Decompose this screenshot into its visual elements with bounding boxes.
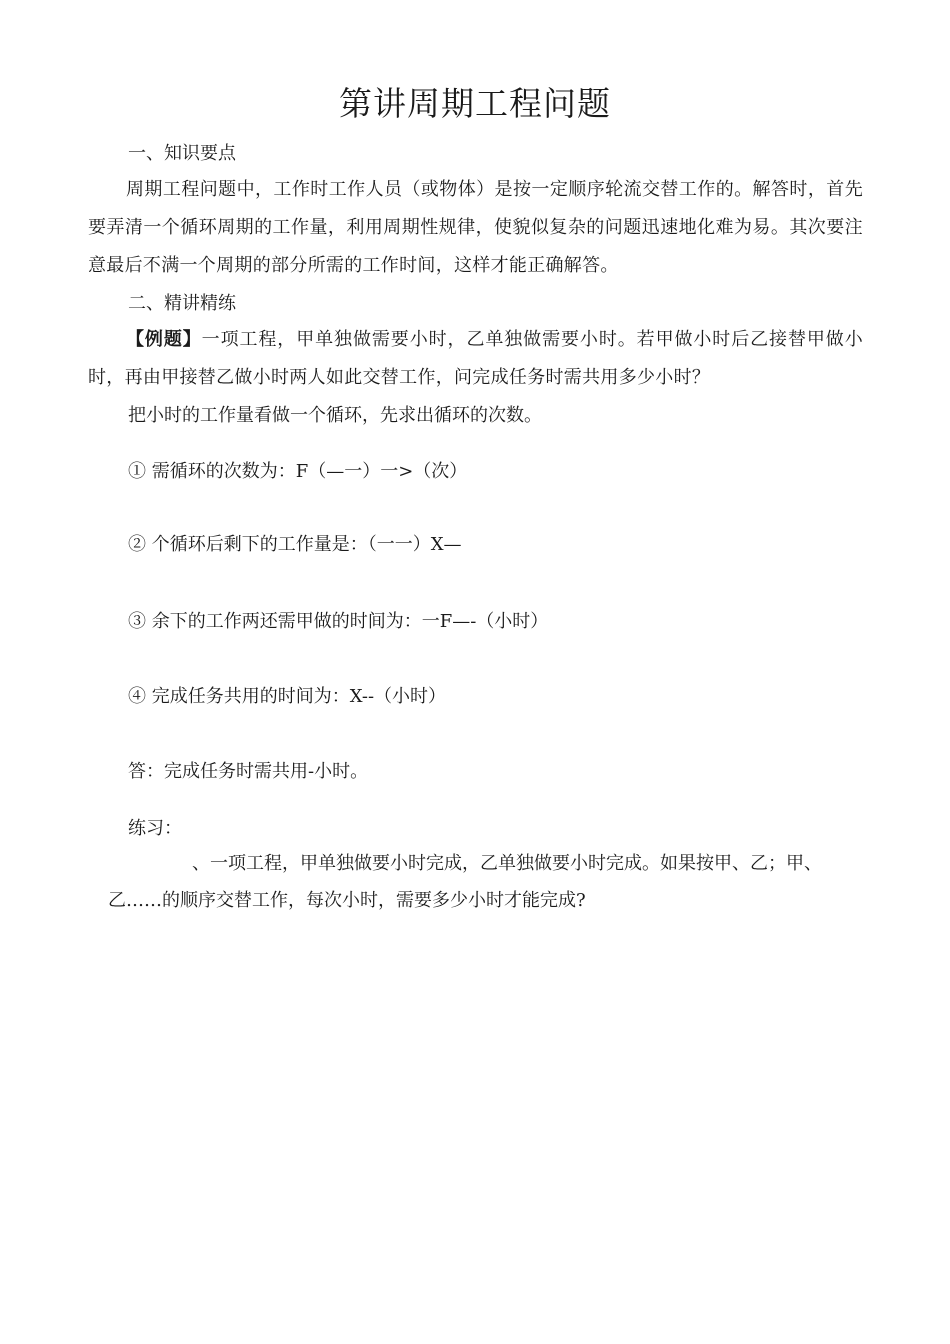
section-heading-practice-intro: 二、精讲精练: [128, 293, 236, 314]
example-hint: 把小时的工作量看做一个循环，先求出循环的次数。: [128, 405, 542, 426]
example-label: 【例题】: [126, 329, 202, 350]
answer-line: 答：完成任务时需共用-小时。: [128, 761, 369, 782]
solution-step-4: ④ 完成任务共用的时间为：X--（小时）: [128, 686, 447, 707]
practice-question-line-2: 乙……的顺序交替工作，每次小时，需要多少小时才能完成?: [108, 890, 586, 911]
example-paragraph: [88, 321, 863, 397]
section-heading-knowledge: 一、知识要点: [128, 143, 236, 164]
example-text: 一项工程，甲单独做需要小时，乙单独做需要小时。若甲做小时后乙接替甲做小时，再由甲接替乙做小时两人如此交替工作，问完成任务时需共用多少小时？: [88, 329, 863, 388]
solution-step-3: ③ 余下的工作两还需甲做的时间为：一F—-（小时）: [128, 611, 549, 632]
solution-step-1: ① 需循环的次数为：F（—一）一>（次）: [128, 461, 468, 482]
practice-heading: 练习：: [128, 818, 182, 839]
solution-step-2: ② 个循环后剩下的工作量是：（一一）X—: [128, 534, 462, 555]
knowledge-paragraph: 周期工程问题中，工作时工作人员（或物体）是按一定顺序轮流交替工作的。解答时，首先要弄清一个循环周期的工作量，利用周期性规律，使貌似复杂的问题迅速地化难为易。其次要注意最后不满一个周期的部分所需的工作时间，这样才能正确解答。: [88, 179, 863, 276]
practice-question-line-1: 、一项工程，甲单独做要小时完成，乙单独做要小时完成。如果按甲、乙；甲、: [192, 853, 822, 874]
page-title: 第讲周期工程问题: [339, 84, 611, 123]
